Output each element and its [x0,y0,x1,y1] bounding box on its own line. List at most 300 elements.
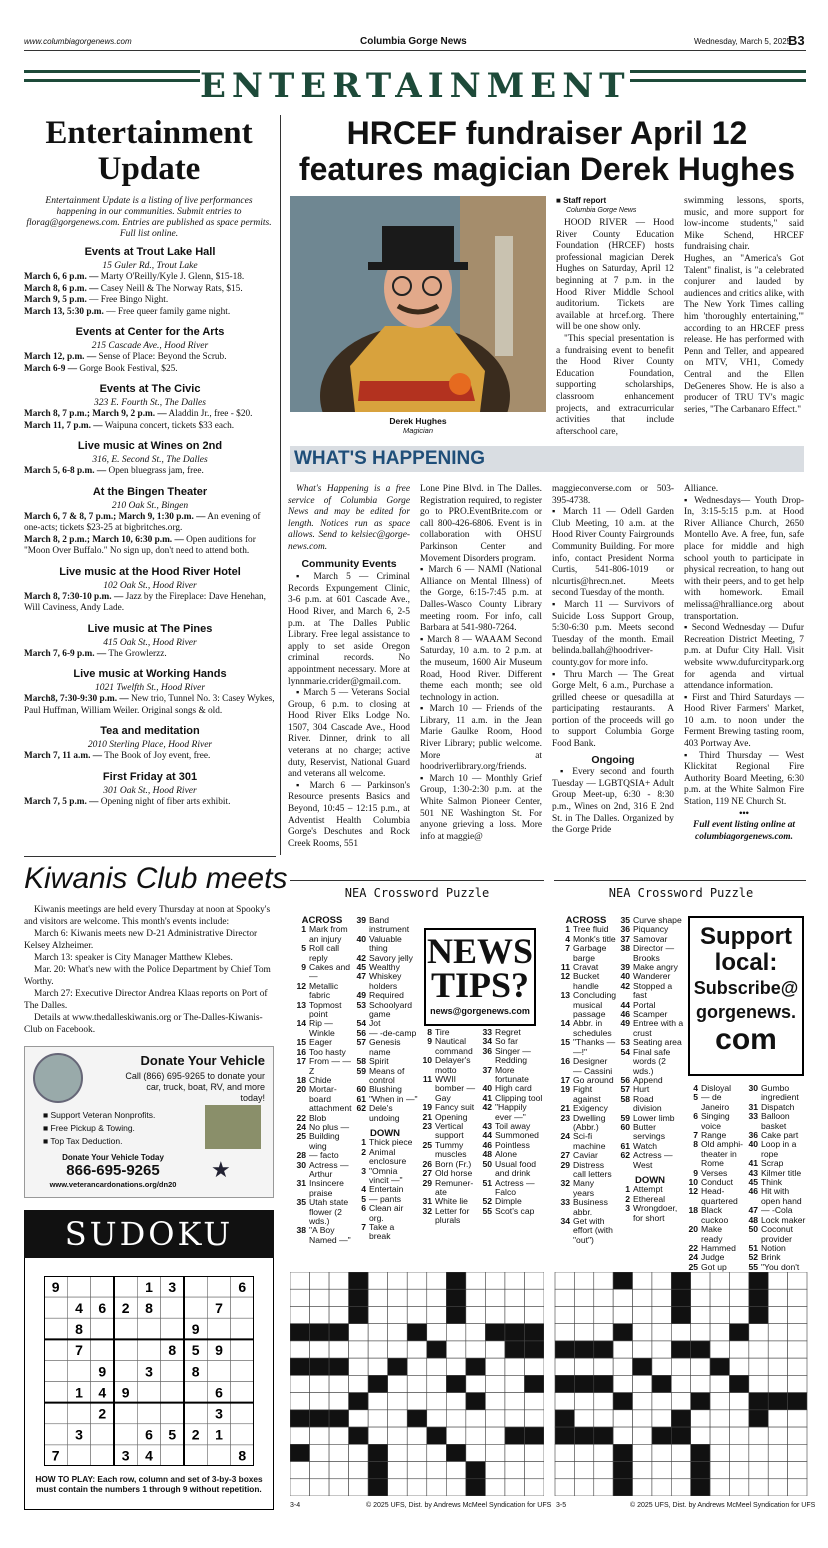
crossword-cell[interactable] [652,1462,671,1479]
crossword-cell[interactable] [574,1393,593,1410]
crossword-cell[interactable] [768,1324,787,1341]
sudoku-cell[interactable] [114,1276,137,1297]
sudoku-cell[interactable] [44,1360,67,1381]
sudoku-cell[interactable] [231,1403,254,1424]
sudoku-cell[interactable] [184,1382,207,1403]
crossword-cell[interactable] [613,1375,632,1392]
crossword-cell[interactable] [368,1324,388,1341]
crossword-cell[interactable] [555,1306,574,1323]
crossword-cell[interactable] [710,1272,729,1289]
crossword-cell[interactable] [524,1410,544,1427]
crossword-cell[interactable] [729,1358,748,1375]
crossword-cell[interactable] [310,1444,330,1461]
crossword-cell[interactable] [633,1444,652,1461]
crossword-cell[interactable] [671,1375,690,1392]
crossword-cell[interactable] [446,1358,466,1375]
header-url[interactable]: www.columbiagorgenews.com [24,37,132,46]
crossword-cell[interactable] [768,1306,787,1323]
crossword-cell[interactable] [368,1272,388,1289]
crossword-grid-2[interactable] [554,1272,808,1496]
crossword-cell[interactable] [446,1462,466,1479]
crossword-cell[interactable] [729,1462,748,1479]
crossword-cell[interactable] [729,1306,748,1323]
crossword-cell[interactable] [574,1358,593,1375]
crossword-cell[interactable] [368,1358,388,1375]
crossword-cell[interactable] [633,1324,652,1341]
crossword-cell[interactable] [427,1479,447,1496]
crossword-cell[interactable] [652,1272,671,1289]
crossword-cell[interactable] [524,1462,544,1479]
crossword-cell[interactable] [652,1393,671,1410]
sudoku-cell[interactable] [207,1318,230,1339]
crossword-cell[interactable] [290,1272,310,1289]
crossword-cell[interactable] [768,1462,787,1479]
crossword-cell[interactable] [768,1410,787,1427]
sudoku-cell[interactable] [184,1276,207,1297]
crossword-cell[interactable] [427,1444,447,1461]
crossword-cell[interactable] [729,1427,748,1444]
crossword-cell[interactable] [505,1289,525,1306]
crossword-cell[interactable] [466,1289,486,1306]
crossword-cell[interactable] [485,1272,505,1289]
crossword-cell[interactable] [768,1272,787,1289]
crossword-cell[interactable] [691,1375,710,1392]
crossword-cell[interactable] [594,1462,613,1479]
sudoku-cell[interactable] [161,1445,184,1466]
crossword-cell[interactable] [613,1289,632,1306]
crossword-cell[interactable] [290,1462,310,1479]
crossword-cell[interactable] [710,1306,729,1323]
crossword-cell[interactable] [594,1358,613,1375]
crossword-cell[interactable] [613,1306,632,1323]
crossword-cell[interactable] [594,1444,613,1461]
crossword-cell[interactable] [671,1324,690,1341]
crossword-cell[interactable] [368,1410,388,1427]
crossword-cell[interactable] [594,1393,613,1410]
crossword-cell[interactable] [290,1306,310,1323]
crossword-cell[interactable] [555,1289,574,1306]
crossword-cell[interactable] [594,1324,613,1341]
crossword-cell[interactable] [788,1444,807,1461]
crossword-cell[interactable] [407,1444,427,1461]
crossword-cell[interactable] [691,1272,710,1289]
crossword-cell[interactable] [555,1444,574,1461]
crossword-cell[interactable] [388,1341,408,1358]
crossword-cell[interactable] [349,1444,369,1461]
sudoku-cell[interactable] [67,1403,90,1424]
crossword-cell[interactable] [524,1393,544,1410]
crossword-cell[interactable] [446,1341,466,1358]
crossword-cell[interactable] [729,1341,748,1358]
crossword-cell[interactable] [290,1393,310,1410]
crossword-cell[interactable] [427,1306,447,1323]
crossword-grid-1[interactable] [290,1272,544,1496]
crossword-cell[interactable] [310,1462,330,1479]
crossword-cell[interactable] [505,1462,525,1479]
crossword-cell[interactable] [329,1462,349,1479]
sudoku-cell[interactable] [91,1276,114,1297]
crossword-cell[interactable] [710,1375,729,1392]
crossword-cell[interactable] [388,1375,408,1392]
crossword-cell[interactable] [594,1479,613,1496]
crossword-cell[interactable] [729,1272,748,1289]
crossword-cell[interactable] [652,1341,671,1358]
crossword-cell[interactable] [485,1479,505,1496]
crossword-cell[interactable] [652,1444,671,1461]
crossword-cell[interactable] [729,1393,748,1410]
crossword-cell[interactable] [555,1358,574,1375]
crossword-cell[interactable] [466,1306,486,1323]
crossword-cell[interactable] [574,1462,593,1479]
crossword-cell[interactable] [485,1306,505,1323]
crossword-cell[interactable] [613,1427,632,1444]
sudoku-cell[interactable] [161,1382,184,1403]
crossword-cell[interactable] [613,1358,632,1375]
crossword-cell[interactable] [427,1358,447,1375]
crossword-cell[interactable] [524,1306,544,1323]
crossword-cell[interactable] [652,1289,671,1306]
sudoku-cell[interactable] [207,1445,230,1466]
crossword-cell[interactable] [427,1272,447,1289]
crossword-cell[interactable] [446,1324,466,1341]
sudoku-cell[interactable] [91,1445,114,1466]
crossword-cell[interactable] [652,1324,671,1341]
crossword-cell[interactable] [349,1375,369,1392]
ad-url[interactable]: www.veterancardonations.org/dn20 [49,1180,177,1189]
crossword-cell[interactable] [788,1462,807,1479]
crossword-cell[interactable] [691,1410,710,1427]
crossword-cell[interactable] [329,1272,349,1289]
news-tips-email[interactable]: news@gorgenews.com [430,1006,530,1016]
crossword-cell[interactable] [427,1289,447,1306]
sudoku-cell[interactable] [161,1360,184,1381]
crossword-cell[interactable] [768,1375,787,1392]
crossword-cell[interactable] [671,1358,690,1375]
crossword-cell[interactable] [407,1462,427,1479]
crossword-cell[interactable] [788,1375,807,1392]
crossword-cell[interactable] [768,1341,787,1358]
news-tips-ad[interactable] [424,928,536,1026]
crossword-cell[interactable] [388,1272,408,1289]
crossword-cell[interactable] [505,1479,525,1496]
crossword-cell[interactable] [466,1375,486,1392]
crossword-cell[interactable] [788,1272,807,1289]
sudoku-cell[interactable] [184,1403,207,1424]
sudoku-cell[interactable] [137,1318,160,1339]
crossword-cell[interactable] [388,1479,408,1496]
crossword-cell[interactable] [388,1289,408,1306]
crossword-cell[interactable] [388,1462,408,1479]
crossword-cell[interactable] [388,1324,408,1341]
crossword-cell[interactable] [466,1272,486,1289]
sudoku-cell[interactable] [207,1276,230,1297]
crossword-cell[interactable] [407,1358,427,1375]
crossword-cell[interactable] [349,1462,369,1479]
sudoku-cell[interactable] [231,1424,254,1445]
crossword-cell[interactable] [749,1444,768,1461]
sudoku-cell[interactable] [114,1403,137,1424]
crossword-cell[interactable] [633,1272,652,1289]
crossword-cell[interactable] [768,1479,787,1496]
sudoku-cell[interactable] [67,1360,90,1381]
crossword-cell[interactable] [349,1324,369,1341]
crossword-cell[interactable] [594,1272,613,1289]
crossword-cell[interactable] [329,1393,349,1410]
crossword-cell[interactable] [574,1324,593,1341]
crossword-cell[interactable] [574,1306,593,1323]
crossword-cell[interactable] [749,1479,768,1496]
crossword-cell[interactable] [749,1462,768,1479]
vehicle-donation-ad[interactable] [24,1046,274,1198]
sudoku-cell[interactable] [161,1297,184,1318]
crossword-cell[interactable] [505,1358,525,1375]
sudoku-cell[interactable] [67,1445,90,1466]
crossword-cell[interactable] [368,1341,388,1358]
crossword-cell[interactable] [555,1462,574,1479]
crossword-cell[interactable] [310,1393,330,1410]
crossword-cell[interactable] [427,1393,447,1410]
crossword-cell[interactable] [555,1324,574,1341]
crossword-cell[interactable] [310,1427,330,1444]
crossword-cell[interactable] [524,1444,544,1461]
sudoku-cell[interactable] [114,1318,137,1339]
crossword-cell[interactable] [594,1410,613,1427]
crossword-cell[interactable] [407,1289,427,1306]
crossword-cell[interactable] [329,1375,349,1392]
crossword-cell[interactable] [505,1272,525,1289]
crossword-cell[interactable] [788,1341,807,1358]
crossword-cell[interactable] [329,1444,349,1461]
crossword-cell[interactable] [329,1427,349,1444]
crossword-cell[interactable] [652,1358,671,1375]
sudoku-cell[interactable] [207,1360,230,1381]
crossword-cell[interactable] [466,1324,486,1341]
sudoku-cell[interactable] [231,1297,254,1318]
crossword-cell[interactable] [574,1444,593,1461]
crossword-cell[interactable] [788,1289,807,1306]
crossword-cell[interactable] [407,1393,427,1410]
crossword-cell[interactable] [368,1289,388,1306]
crossword-cell[interactable] [407,1306,427,1323]
crossword-cell[interactable] [574,1272,593,1289]
crossword-cell[interactable] [329,1289,349,1306]
crossword-cell[interactable] [729,1410,748,1427]
crossword-cell[interactable] [290,1479,310,1496]
crossword-cell[interactable] [768,1289,787,1306]
crossword-cell[interactable] [485,1444,505,1461]
crossword-cell[interactable] [574,1289,593,1306]
crossword-cell[interactable] [671,1393,690,1410]
crossword-cell[interactable] [633,1393,652,1410]
crossword-cell[interactable] [310,1341,330,1358]
crossword-cell[interactable] [652,1410,671,1427]
crossword-cell[interactable] [594,1289,613,1306]
crossword-cell[interactable] [446,1393,466,1410]
crossword-cell[interactable] [729,1444,748,1461]
sudoku-cell[interactable] [231,1339,254,1360]
crossword-cell[interactable] [329,1479,349,1496]
crossword-cell[interactable] [671,1462,690,1479]
crossword-cell[interactable] [788,1306,807,1323]
crossword-cell[interactable] [788,1410,807,1427]
ad-phone[interactable]: 866-695-9265 [66,1162,160,1179]
crossword-cell[interactable] [633,1375,652,1392]
crossword-cell[interactable] [671,1479,690,1496]
sudoku-cell[interactable] [114,1360,137,1381]
crossword-cell[interactable] [524,1289,544,1306]
crossword-cell[interactable] [466,1444,486,1461]
crossword-cell[interactable] [407,1375,427,1392]
crossword-cell[interactable] [768,1427,787,1444]
crossword-cell[interactable] [427,1324,447,1341]
crossword-cell[interactable] [310,1289,330,1306]
crossword-cell[interactable] [524,1358,544,1375]
sudoku-cell[interactable] [114,1339,137,1360]
crossword-cell[interactable] [749,1358,768,1375]
crossword-cell[interactable] [485,1410,505,1427]
crossword-cell[interactable] [310,1272,330,1289]
crossword-cell[interactable] [310,1306,330,1323]
sudoku-cell[interactable] [231,1360,254,1381]
crossword-cell[interactable] [349,1341,369,1358]
crossword-cell[interactable] [613,1341,632,1358]
crossword-cell[interactable] [788,1358,807,1375]
sudoku-cell[interactable] [137,1403,160,1424]
crossword-cell[interactable] [485,1393,505,1410]
crossword-cell[interactable] [388,1427,408,1444]
crossword-cell[interactable] [505,1306,525,1323]
crossword-cell[interactable] [349,1410,369,1427]
sudoku-cell[interactable] [137,1382,160,1403]
crossword-cell[interactable] [749,1427,768,1444]
crossword-cell[interactable] [485,1289,505,1306]
crossword-cell[interactable] [574,1479,593,1496]
crossword-cell[interactable] [290,1375,310,1392]
crossword-cell[interactable] [788,1479,807,1496]
crossword-cell[interactable] [710,1462,729,1479]
sudoku-cell[interactable] [137,1339,160,1360]
crossword-cell[interactable] [691,1427,710,1444]
crossword-cell[interactable] [505,1393,525,1410]
crossword-cell[interactable] [749,1375,768,1392]
sudoku-cell[interactable] [184,1297,207,1318]
crossword-cell[interactable] [368,1306,388,1323]
sudoku-cell[interactable] [114,1424,137,1445]
crossword-cell[interactable] [749,1324,768,1341]
crossword-cell[interactable] [485,1375,505,1392]
crossword-cell[interactable] [466,1427,486,1444]
sudoku-grid[interactable] [44,1276,254,1466]
crossword-cell[interactable] [710,1289,729,1306]
crossword-cell[interactable] [485,1427,505,1444]
crossword-cell[interactable] [485,1358,505,1375]
crossword-cell[interactable] [290,1427,310,1444]
sudoku-cell[interactable] [44,1297,67,1318]
crossword-cell[interactable] [407,1272,427,1289]
crossword-cell[interactable] [388,1410,408,1427]
sudoku-cell[interactable] [161,1403,184,1424]
crossword-cell[interactable] [407,1341,427,1358]
sudoku-cell[interactable] [91,1424,114,1445]
crossword-cell[interactable] [368,1427,388,1444]
crossword-cell[interactable] [594,1306,613,1323]
sudoku-cell[interactable] [44,1424,67,1445]
crossword-cell[interactable] [524,1479,544,1496]
crossword-cell[interactable] [485,1462,505,1479]
crossword-cell[interactable] [691,1358,710,1375]
crossword-cell[interactable] [633,1410,652,1427]
support-local-ad[interactable] [688,916,804,1076]
crossword-cell[interactable] [710,1427,729,1444]
crossword-cell[interactable] [788,1427,807,1444]
crossword-cell[interactable] [710,1341,729,1358]
crossword-cell[interactable] [310,1375,330,1392]
crossword-cell[interactable] [524,1272,544,1289]
crossword-cell[interactable] [613,1410,632,1427]
crossword-cell[interactable] [349,1479,369,1496]
crossword-cell[interactable] [388,1306,408,1323]
crossword-cell[interactable] [446,1479,466,1496]
crossword-cell[interactable] [446,1410,466,1427]
sudoku-cell[interactable] [184,1445,207,1466]
crossword-cell[interactable] [633,1289,652,1306]
crossword-cell[interactable] [633,1427,652,1444]
crossword-cell[interactable] [652,1479,671,1496]
crossword-cell[interactable] [633,1479,652,1496]
crossword-cell[interactable] [505,1410,525,1427]
crossword-cell[interactable] [505,1444,525,1461]
sudoku-cell[interactable] [44,1382,67,1403]
crossword-cell[interactable] [466,1410,486,1427]
crossword-cell[interactable] [446,1427,466,1444]
crossword-cell[interactable] [768,1358,787,1375]
crossword-cell[interactable] [691,1324,710,1341]
crossword-cell[interactable] [427,1375,447,1392]
crossword-cell[interactable] [574,1410,593,1427]
crossword-cell[interactable] [329,1341,349,1358]
wh-online[interactable]: Full event listing online at columbiagorgenews.com. [692,820,796,842]
crossword-cell[interactable] [388,1393,408,1410]
crossword-cell[interactable] [710,1410,729,1427]
crossword-cell[interactable] [652,1306,671,1323]
crossword-cell[interactable] [691,1306,710,1323]
crossword-cell[interactable] [768,1444,787,1461]
crossword-cell[interactable] [555,1272,574,1289]
crossword-cell[interactable] [788,1324,807,1341]
crossword-cell[interactable] [671,1444,690,1461]
crossword-cell[interactable] [388,1444,408,1461]
sudoku-cell[interactable] [161,1318,184,1339]
sudoku-cell[interactable] [44,1339,67,1360]
crossword-cell[interactable] [633,1306,652,1323]
crossword-cell[interactable] [329,1306,349,1323]
crossword-cell[interactable] [290,1289,310,1306]
crossword-cell[interactable] [505,1375,525,1392]
crossword-cell[interactable] [407,1479,427,1496]
crossword-cell[interactable] [349,1358,369,1375]
crossword-cell[interactable] [485,1341,505,1358]
crossword-cell[interactable] [710,1479,729,1496]
crossword-cell[interactable] [555,1393,574,1410]
crossword-cell[interactable] [427,1462,447,1479]
crossword-cell[interactable] [466,1341,486,1358]
sudoku-cell[interactable] [91,1339,114,1360]
crossword-cell[interactable] [407,1427,427,1444]
crossword-cell[interactable] [427,1410,447,1427]
sudoku-cell[interactable] [44,1403,67,1424]
crossword-cell[interactable] [710,1393,729,1410]
crossword-cell[interactable] [729,1479,748,1496]
